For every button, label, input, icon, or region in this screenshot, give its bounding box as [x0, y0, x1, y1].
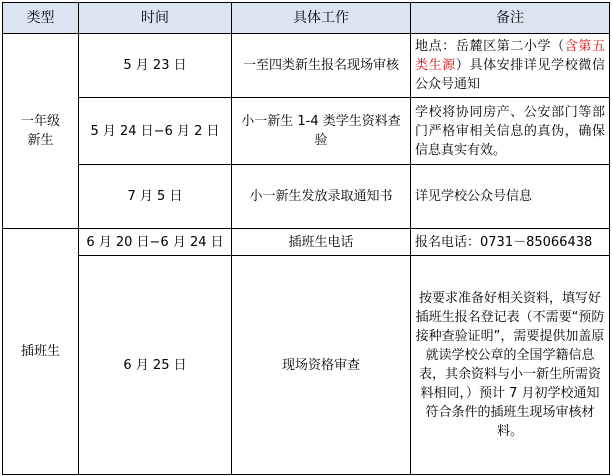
table-row — [3, 98, 610, 165]
type-cell-transfer — [3, 229, 79, 475]
note-text-tail: ）具体安排详见学校微信公众号通知 — [415, 58, 605, 92]
table-row — [3, 34, 610, 98]
time-cell: 6 月 20 日−6 月 24 日 — [79, 229, 232, 256]
table-row — [3, 229, 610, 256]
note-cell: 按要求准备好相关资料，填写好插班生报名登记表（不需要“预防接种查验证明”，需要提供加盖原就读学校公章的全国学籍信息表，其余资料与小一新生所需资料相同，）预计 7 月初学校通知符合条件的插班生现场审核材料。 — [411, 256, 610, 475]
work-cell: 现场资格审查 — [232, 256, 411, 475]
header-type: 类型 — [3, 3, 79, 34]
note-highlight: 含第五类生源 — [415, 39, 605, 73]
note-cell: 报名电话：0731－85066438 — [411, 229, 610, 256]
time-cell: 7 月 5 日 — [79, 165, 232, 229]
work-cell: 一至四类新生报名现场审核 — [232, 34, 411, 98]
header-note: 备注 — [411, 3, 610, 34]
header-row — [3, 3, 610, 34]
table-row — [3, 256, 610, 475]
type-transfer: 插班生 — [20, 344, 60, 359]
header-work: 具体工作 — [232, 3, 411, 34]
time-cell: 6 月 25 日 — [79, 256, 232, 475]
time-cell: 5 月 23 日 — [79, 34, 232, 98]
work-cell: 小一新生 1-4 类学生资料查验 — [232, 98, 411, 165]
note-text: 地点：岳麓区第二小学（ — [415, 39, 565, 54]
work-cell: 插班生电话 — [232, 229, 411, 256]
note-cell: 学校将协同房产、公安部门等部门严格审相关信息的真伪，确保信息真实有效。 — [411, 98, 610, 165]
type-cell-grade-one — [3, 34, 79, 229]
work-cell: 小一新生发放录取通知书 — [232, 165, 411, 229]
type-grade-one: 一年级 新生 — [20, 114, 60, 148]
note-cell — [411, 34, 610, 98]
header-time: 时间 — [79, 3, 232, 34]
time-cell: 5 月 24 日−6 月 2 日 — [79, 98, 232, 165]
note-cell: 详见学校公众号信息 — [411, 165, 610, 229]
table-row — [3, 165, 610, 229]
enrollment-schedule-table — [2, 2, 610, 475]
